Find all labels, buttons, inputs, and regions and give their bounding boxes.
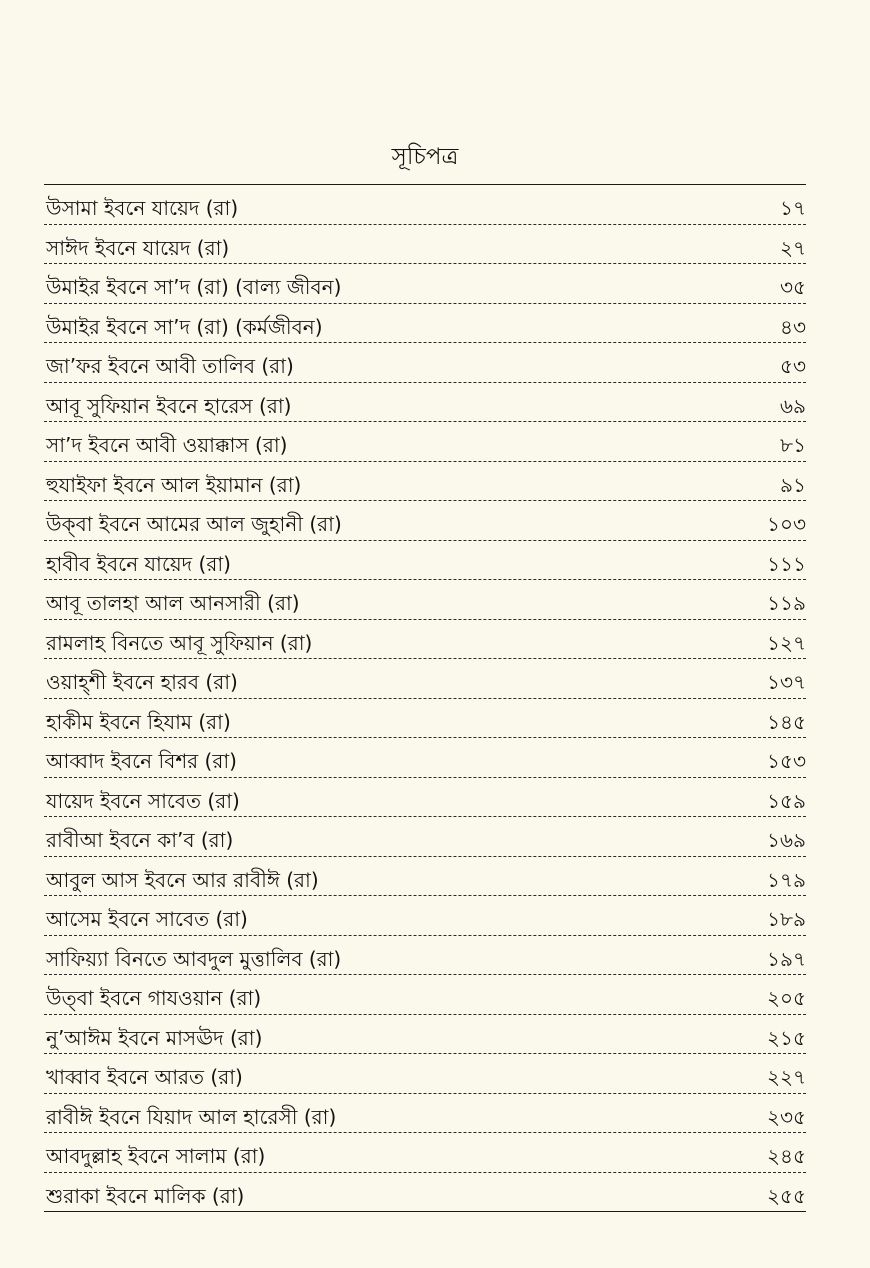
toc-entry-title: জা’ফর ইবনে আবী তালিব (রা) — [46, 354, 294, 379]
toc-entry-title: হাকীম ইবনে হিযাম (রা) — [46, 709, 231, 734]
toc-row — [44, 699, 806, 739]
toc-entry-title: রামলাহ বিনতে আবূ সুফিয়ান (রা) — [46, 630, 313, 655]
toc-entry-title: উসামা ইবনে যায়েদ (রা) — [46, 196, 239, 221]
toc-entry-page-number: ৯১ — [780, 472, 806, 497]
toc-entry-title: আবদুল্লাহ ইবনে সালাম (রা) — [46, 1144, 266, 1169]
toc-entry-page-number: ৮১ — [780, 433, 806, 458]
toc-row — [44, 857, 806, 897]
toc-entry-page-number: ২১৫ — [767, 1025, 806, 1050]
toc-entry-page-number: ৩৫ — [780, 275, 806, 300]
toc-entry-title: সাফিয়্যা বিনতে আবদুল মুত্তালিব (রা) — [46, 946, 342, 971]
toc-entry-title: আবুল আস ইবনে আর রাবীঈ (রা) — [46, 867, 319, 892]
toc-entry-title: আসেম ইবনে সাবেত (রা) — [46, 907, 248, 932]
toc-entry-page-number: ২২৭ — [766, 1065, 806, 1090]
toc-entry-page-number: ১৭ — [780, 196, 806, 221]
toc-entry-page-number: ১২৭ — [767, 630, 806, 655]
toc-entry-page-number: ৬৯ — [780, 393, 806, 418]
toc-entry-page-number: ৪৩ — [780, 314, 806, 339]
toc-entry-title: আবূ তালহা আল আনসারী (রা) — [46, 591, 300, 616]
toc-row — [44, 185, 806, 225]
toc-row — [44, 817, 806, 857]
toc-entry-title: আবূ সুফিয়ান ইবনে হারেস (রা) — [46, 393, 292, 418]
toc-entry-page-number: ১১৯ — [767, 591, 806, 616]
toc-entry-title: খাব্বাব ইবনে আরত (রা) — [46, 1065, 243, 1090]
toc-entry-title: আব্বাদ ইবনে বিশর (রা) — [46, 749, 237, 774]
toc-entry-title: শুরাকা ইবনে মালিক (রা) — [46, 1183, 245, 1208]
toc-row — [44, 383, 806, 423]
toc-entry-page-number: ১৮৯ — [767, 907, 806, 932]
toc-entry-page-number: ১৭৯ — [767, 867, 806, 892]
toc-entry-title: ওয়াহ্‌শী ইবনে হারব (রা) — [46, 670, 238, 695]
toc-entry-title: রাবীআ ইবনে কা’ব (রা) — [46, 828, 234, 853]
toc-row — [44, 462, 806, 502]
toc-entry-page-number: ২৫৫ — [767, 1183, 806, 1208]
table-of-contents — [44, 184, 806, 1212]
toc-entry-page-number: ১৯৭ — [767, 946, 806, 971]
toc-entry-page-number: ১৫৩ — [767, 749, 806, 774]
toc-entry-title: সাঈদ ইবনে যায়েদ (রা) — [46, 235, 230, 260]
toc-row — [44, 1173, 806, 1213]
toc-row — [44, 501, 806, 541]
toc-entry-title: যায়েদ ইবনে সাবেত (রা) — [46, 788, 240, 813]
toc-row — [44, 1015, 806, 1055]
toc-row — [44, 1133, 806, 1173]
toc-row — [44, 659, 806, 699]
toc-entry-title: রাবীঈ ইবনে যিয়াদ আল হারেসী (রা) — [46, 1104, 337, 1129]
toc-entry-page-number: ১৬৯ — [767, 828, 806, 853]
toc-row — [44, 264, 806, 304]
toc-row — [44, 975, 806, 1015]
toc-entry-page-number: ২৭ — [779, 235, 806, 260]
toc-entry-title: সা’দ ইবনে আবী ওয়াক্কাস (রা) — [46, 433, 288, 458]
toc-entry-title: উক্‌বা ইবনে আমের আল জুহানী (রা) — [46, 512, 342, 537]
toc-entry-title: উমাইর ইবনে সা’দ (রা) (কর্মজীবন) — [46, 314, 323, 339]
toc-entry-page-number: ১১১ — [767, 551, 806, 576]
toc-row — [44, 304, 806, 344]
toc-entry-title: উমাইর ইবনে সা’দ (রা) (বাল্য জীবন) — [46, 275, 342, 300]
toc-row — [44, 225, 806, 265]
toc-entry-page-number: ২৪৫ — [767, 1144, 806, 1169]
page-title: সূচিপত্র — [391, 144, 459, 170]
toc-row — [44, 1094, 806, 1134]
toc-entry-page-number: ১৪৫ — [767, 709, 806, 734]
toc-entry-page-number: ১৩৭ — [767, 670, 806, 695]
toc-entry-title: হুযাইফা ইবনে আল ইয়ামান (রা) — [46, 472, 302, 497]
toc-row — [44, 738, 806, 778]
toc-row — [44, 343, 806, 383]
toc-row — [44, 936, 806, 976]
toc-entry-title: উত্‌বা ইবনে গাযওয়ান (রা) — [46, 986, 262, 1011]
toc-row — [44, 778, 806, 818]
toc-entry-title: হাবীব ইবনে যায়েদ (রা) — [46, 551, 231, 576]
toc-entry-title: নু’আঈম ইবনে মাসঊদ (রা) — [46, 1025, 263, 1050]
toc-entry-page-number: ১৫৯ — [767, 788, 806, 813]
toc-row — [44, 1054, 806, 1094]
toc-row — [44, 620, 806, 660]
toc-entry-page-number: ২৩৫ — [767, 1104, 806, 1129]
toc-row — [44, 541, 806, 581]
toc-row — [44, 422, 806, 462]
toc-row — [44, 580, 806, 620]
toc-entry-page-number: ৫৩ — [780, 354, 806, 379]
toc-entry-page-number: ১০৩ — [767, 512, 806, 537]
toc-entry-page-number: ২০৫ — [767, 986, 806, 1011]
toc-row — [44, 896, 806, 936]
